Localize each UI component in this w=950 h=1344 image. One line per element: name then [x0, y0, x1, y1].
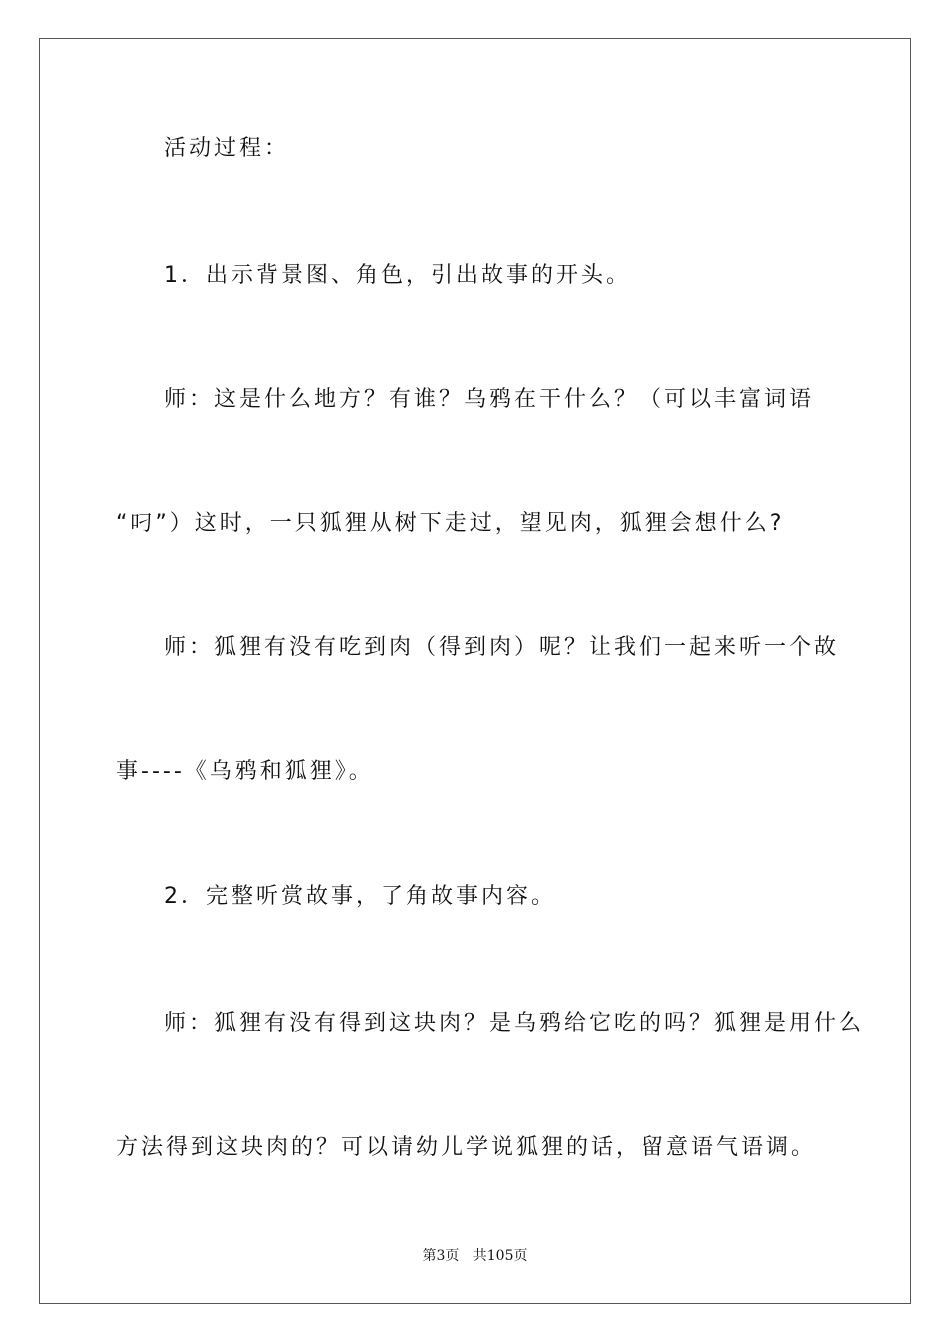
paragraph-teacher-question-2: 师：狐狸有没有吃到肉（得到肉）呢？让我们一起来听一个故: [164, 635, 840, 660]
paragraph-activity-process: 活动过程：: [164, 136, 290, 161]
page-number: 第3页: [422, 1248, 460, 1264]
paragraph-teacher-question-3-cont: 方法得到这块肉的？可以请幼儿学说狐狸的话，留意语气语调。: [116, 1135, 817, 1160]
paragraph-step-1: 1．出示背景图、角色，引出故事的开头。: [164, 263, 631, 288]
total-pages: 共105页: [472, 1248, 528, 1264]
paragraph-teacher-question-3: 师：狐狸有没有得到这块肉？是乌鸦给它吃的吗？狐狸是用什么: [164, 1011, 865, 1036]
page-footer: [0, 1246, 950, 1266]
paragraph-teacher-question-1-cont: “叼”）这时，一只狐狸从树下走过，望见肉，狐狸会想什么?: [116, 511, 785, 536]
paragraph-step-2: 2．完整听赏故事，了角故事内容。: [164, 884, 556, 909]
paragraph-teacher-question-2-cont: 事----《乌鸦和狐狸》。: [116, 759, 374, 784]
page-border: [39, 38, 911, 1304]
paragraph-teacher-question-1: 师：这是什么地方？有谁？乌鸦在干什么？（可以丰富词语: [164, 387, 815, 412]
footer-spacer: [459, 1248, 472, 1264]
